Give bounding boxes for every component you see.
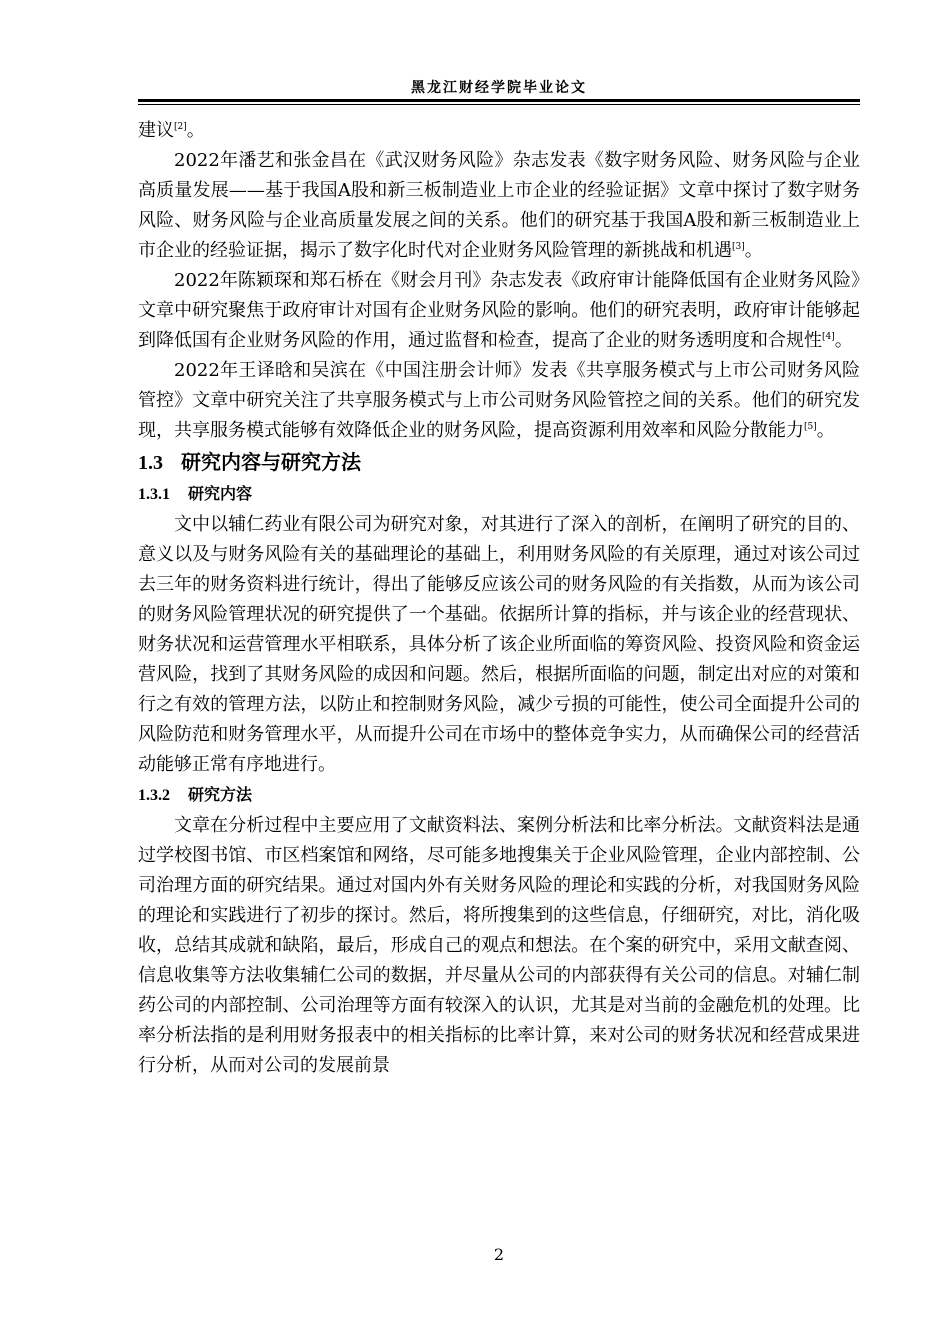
paragraph-research-method: 文章在分析过程中主要应用了文献资料法、案例分析法和比率分析法。文献资料法是通过学校图书馆、市区档案馆和网络，尽可能多地搜集关于企业风险管理，企业内部控制、公司治理方面的研究结果。通过对国内外有关财务风险的理论和实践的分析，对我国财务风险的理论和实践进行了初步的探讨。然后，将所搜集到的这些信息，仔细研究，对比，消化吸收，总结其成就和缺陷，最后，形成自己的观点和想法。在个案的研究中，采用文献查阅、信息收集等方法收集辅仁公司的数据，并尽量从公司的内部获得有关公司的信息。对辅仁制药公司的内部控制、公司治理等方面有较深入的认识，尤其是对当前的金融危机的处理。比率分析法指的是利用财务报表中的相关指标的比率计算，来对公司的财务状况和经营成果进行分析，从而对公司的发展前景 xyxy=(138,815,860,1076)
citation-ref: [3] xyxy=(732,242,745,252)
citation-ref: [2] xyxy=(174,122,187,132)
citation-ref: [5] xyxy=(804,422,817,432)
paragraph-chen-zheng: 2022年陈颖琛和郑石桥在《财会月刊》杂志发表《政府审计能降低国有企业财务风险》文章中研究聚焦于政府审计对国有企业财务风险的影响。他们的研究表明，政府审计能够起到降低国有企业财务风险的作用，通过监督和检查，提高了企业的财务透明度和合规性[4]。 xyxy=(138,270,860,351)
paragraph-wang-wu: 2022年王译晗和吴滨在《中国注册会计师》发表《共享服务模式与上市公司财务风险管控》文章中研究关注了共享服务模式与上市公司财务风险管控之间的关系。他们的研究发现，共享服务模式能够有效降低企业的财务风险，提高资源利用效率和风险分散能力[5]。 xyxy=(138,360,860,441)
section-heading-1-3-1: 1.3.1 研究内容 xyxy=(138,484,253,503)
page-body xyxy=(138,116,860,1081)
page-header-title: 黑龙江财经学院毕业论文 xyxy=(411,80,587,96)
header-rule-thin xyxy=(138,104,860,105)
paragraph-research-content: 文中以辅仁药业有限公司为研究对象，对其进行了深入的剖析，在阐明了研究的目的、意义以及与财务风险有关的基础理论的基础上，利用财务风险的有关原理，通过对该公司过去三年的财务资料进行统计，得出了能够反应该公司的财务风险的有关指数，从而为该公司的财务风险管理状况的研究提供了一个基础。依据所计算的指标，并与该企业的经营现状、财务状况和运营管理水平相联系，具体分析了该企业所面临的筹资风险、投资风险和资金运营风险，找到了其财务风险的成因和问题。然后，根据所面临的问题，制定出对应的对策和行之有效的管理方法，以防止和控制财务风险，减少亏损的可能性，使公司全面提升公司的风险防范和财务管理水平，从而提升公司在市场中的整体竞争实力，从而确保公司的经营活动能够正常有序地进行。 xyxy=(138,514,860,775)
paragraph-continuation: 建议[2]。 xyxy=(138,120,205,141)
section-heading-1-3-2: 1.3.2 研究方法 xyxy=(138,785,253,804)
citation-ref: [4] xyxy=(822,332,835,342)
header-rule-thick xyxy=(138,99,860,102)
section-heading-1-3: 1.3 研究内容与研究方法 xyxy=(138,450,361,474)
paragraph-pan-zhang: 2022年潘艺和张金昌在《武汉财务风险》杂志发表《数字财务风险、财务风险与企业高质量发展——基于我国A股和新三板制造业上市企业的经验证据》文章中探讨了数字财务风险、财务风险与企业高质量发展之间的关系。他们的研究基于我国A股和新三板制造业上市企业的经验证据，揭示了数字化时代对企业财务风险管理的新挑战和机遇[3]。 xyxy=(138,150,860,261)
page-number: 2 xyxy=(493,1245,505,1264)
